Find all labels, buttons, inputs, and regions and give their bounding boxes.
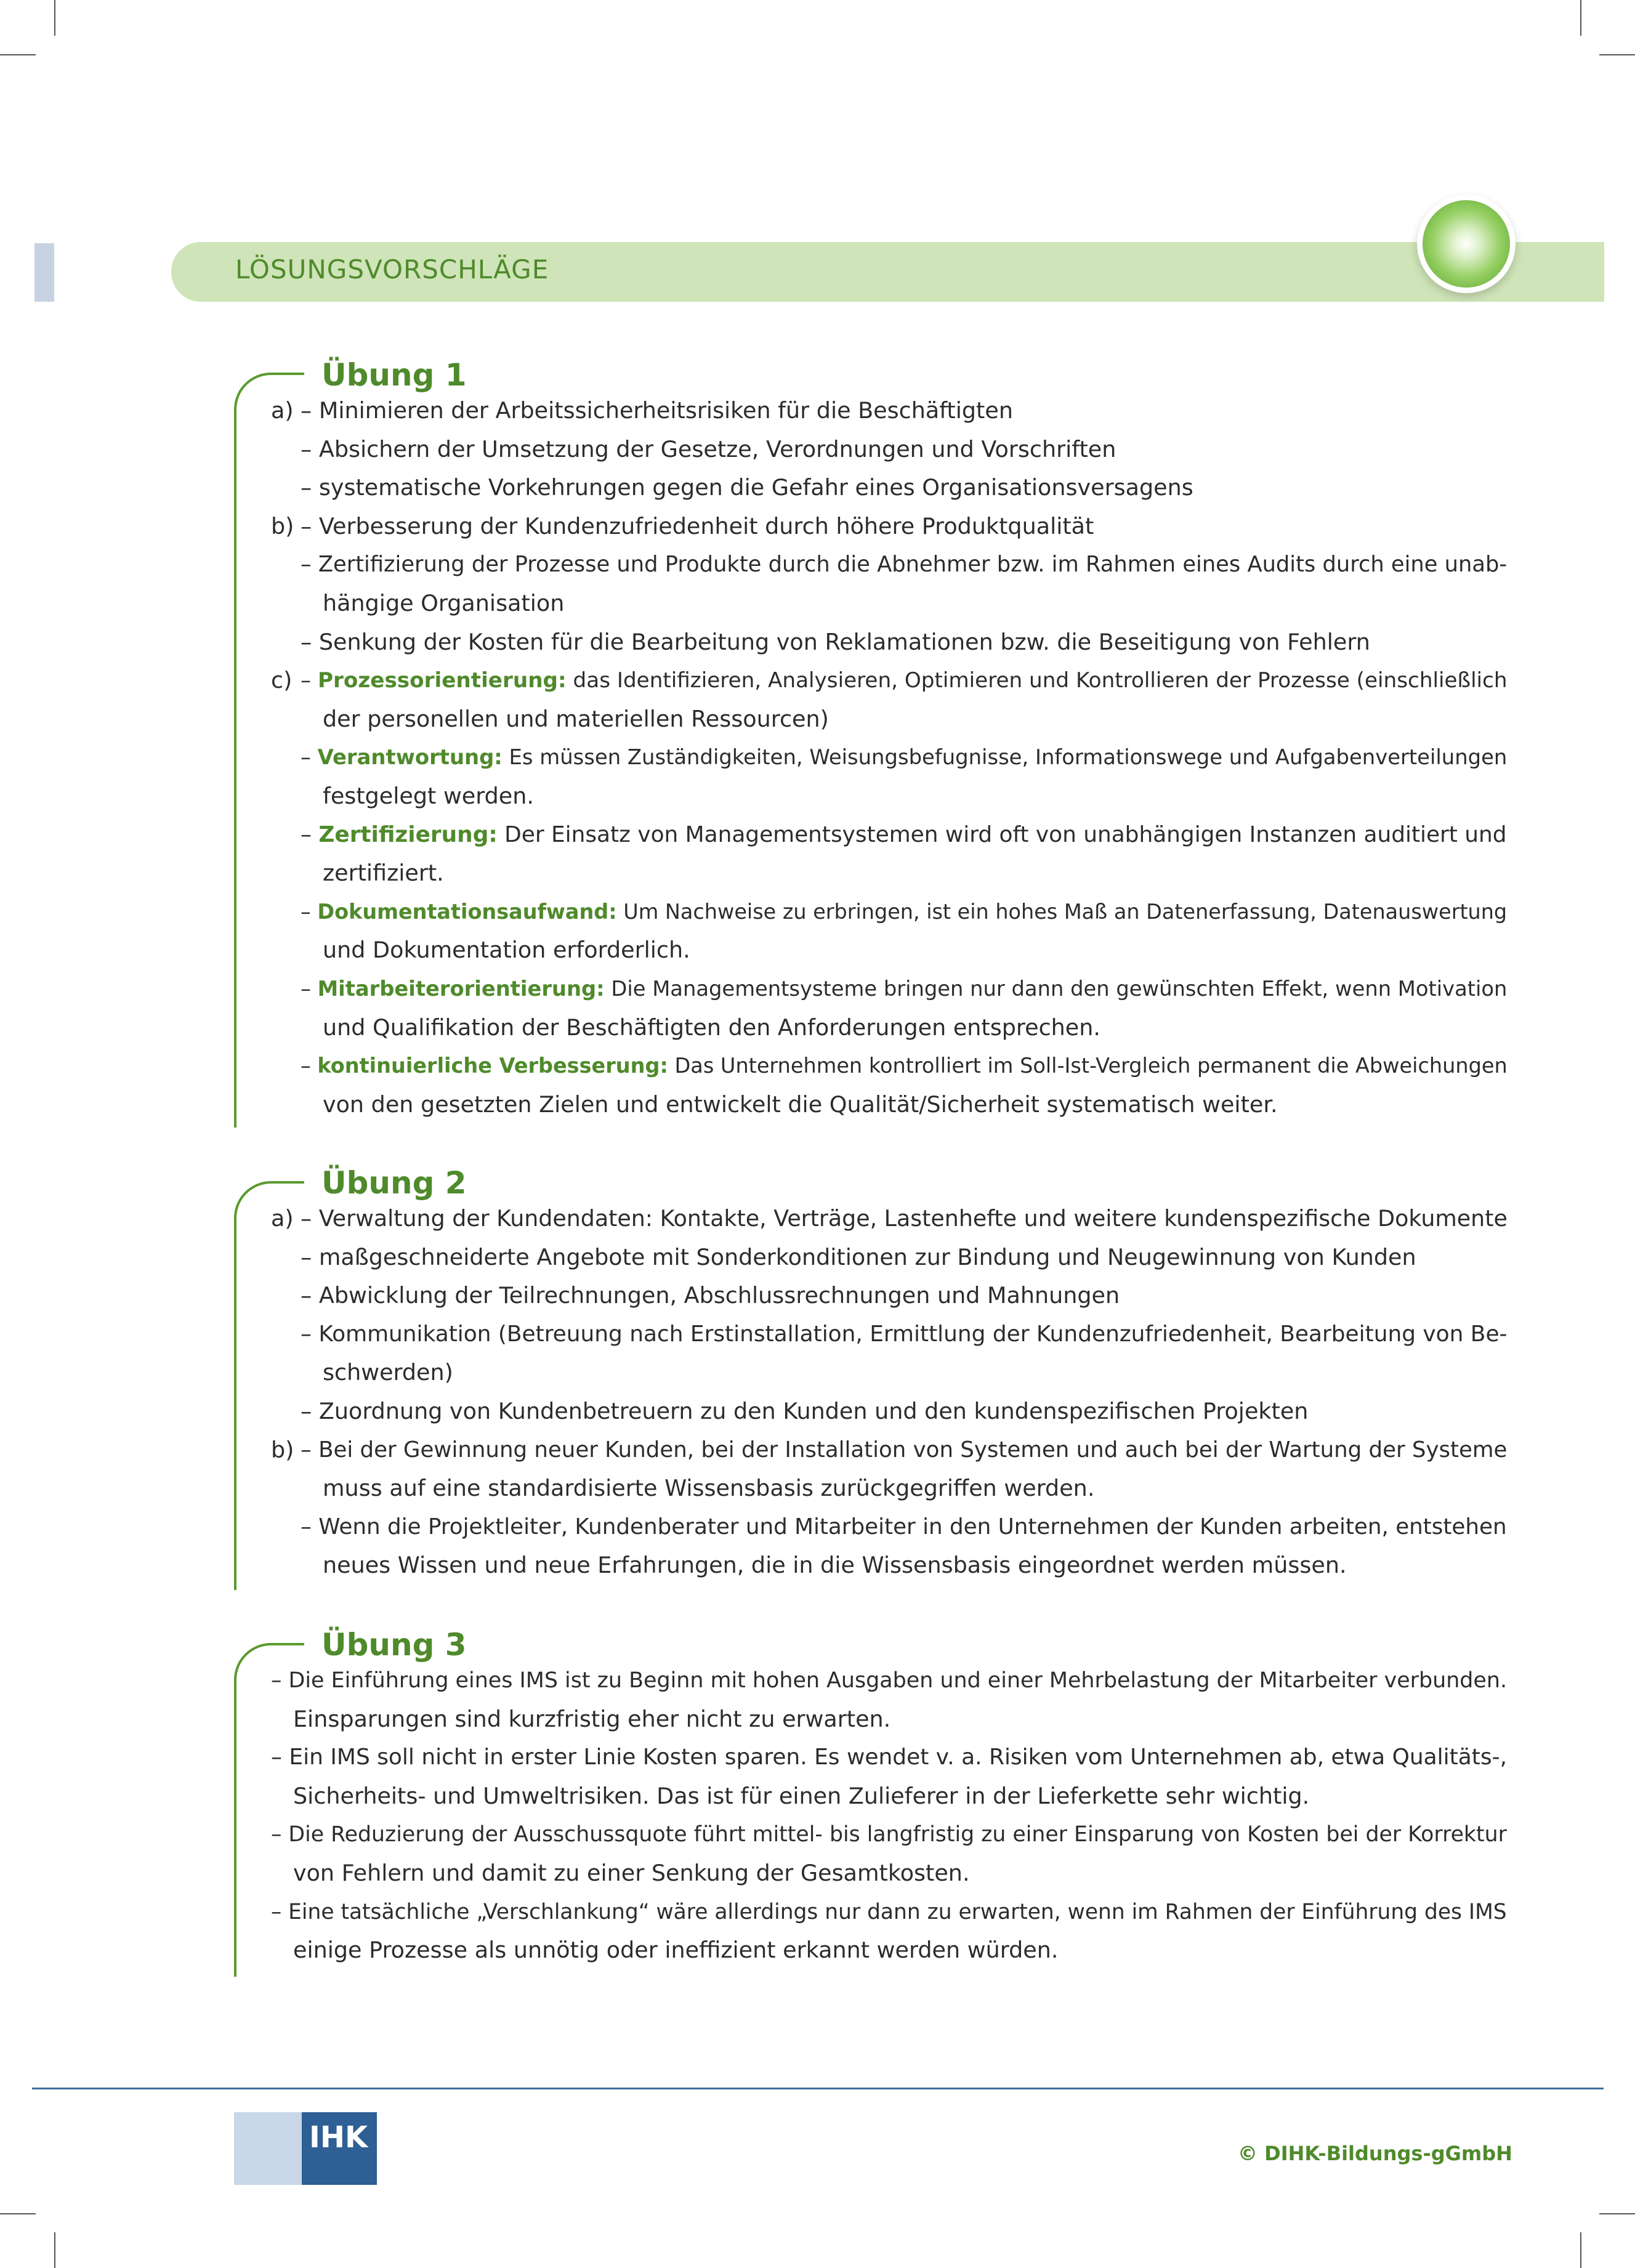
term: kontinuierliche Verbesserung: <box>317 1054 668 1078</box>
item-text: von Fehlern und damit zu einer Senkung der Gesamtkosten. <box>293 1860 970 1886</box>
crop-mark <box>54 2232 55 2268</box>
list-item <box>323 1354 453 1392</box>
list-item <box>301 738 1507 777</box>
list-item <box>293 1777 1309 1815</box>
item-text: hängige Organisation <box>323 590 565 616</box>
item-text: – Die Einführung eines IMS ist zu Beginn mit hohen Ausgaben und einer Mehrbelastung der Mitarbeiter verbunden. <box>271 1668 1508 1693</box>
footer-divider <box>32 2088 1604 2089</box>
item-text: – Kommunikation (Betreuung nach Erstinstallation, Ermittlung der Kundenzufriedenheit, Bearbeitung von Be- <box>301 1321 1508 1347</box>
list-item <box>271 1893 1507 1931</box>
dash: – <box>301 821 319 847</box>
item-text: – Abwicklung der Teilrechnungen, Abschlussrechnungen und Mahnungen <box>301 1282 1120 1309</box>
item-text: – Bei der Gewinnung neuer Kunden, bei der Installation von Systemen und auch bei der Wartung der Systeme <box>301 1437 1508 1463</box>
ihk-logo-text: IHK <box>309 2120 368 2155</box>
list-item <box>301 430 1116 469</box>
item-text: einige Prozesse als unnötig oder ineffizient erkannt werden würden. <box>293 1937 1059 1964</box>
section-bracket <box>234 373 304 1128</box>
term: Zertifizierung: <box>318 821 498 847</box>
item-text: – Absichern der Umsetzung der Gesetze, Verordnungen und Vorschriften <box>301 435 1116 462</box>
item-text: schwerden) <box>323 1359 453 1386</box>
item-text: – Die Reduzierung der Ausschussquote führt mittel- bis langfristig zu einer Einsparung von Kosten bei der Korrektur <box>271 1822 1507 1847</box>
list-item <box>323 1009 1100 1047</box>
list-item <box>301 623 1370 661</box>
list-item <box>293 1700 890 1738</box>
margin-marker <box>34 243 54 302</box>
dash: – <box>301 1054 318 1078</box>
list-item <box>323 1546 1347 1584</box>
item-text: – Verbesserung der Kundenzufriedenheit durch höhere Produktqualität <box>301 512 1094 539</box>
list-item <box>301 469 1193 507</box>
crop-mark <box>1599 2213 1635 2214</box>
item-text: – Eine tatsächliche „Verschlankung“ wäre allerdings nur dann zu erwarten, wenn im Rahmen der Einführung des IMS <box>271 1899 1507 1924</box>
list-item <box>301 392 1013 430</box>
item-text: der personellen und materiellen Ressourcen) <box>323 705 829 732</box>
list-item <box>323 700 829 738</box>
item-label: c) <box>271 667 293 694</box>
list-item <box>301 1315 1508 1354</box>
list-item <box>301 1200 1508 1238</box>
list-item <box>301 1431 1507 1469</box>
section-heading: Übung 1 <box>321 357 467 393</box>
item-label: b) <box>271 1436 294 1463</box>
list-item <box>301 1047 1508 1085</box>
item-text: – Wenn die Projektleiter, Kundenberater und Mitarbeiter in den Unternehmen der Kunden arbeiten, entstehen <box>301 1514 1507 1540</box>
item-text: – Ein IMS soll nicht in erster Linie Kosten sparen. Es wendet v. a. Risiken vom Unternehmen ab, etwa Qualitäts-, <box>271 1745 1508 1770</box>
item-text: – systematische Vorkehrungen gegen die Gefahr eines Organisationsversagens <box>301 474 1193 501</box>
item-text: – Zuordnung von Kundenbetreuern zu den Kunden und den kundenspezifischen Projekten <box>301 1398 1309 1424</box>
item-text: – Verwaltung der Kundendaten: Kontakte, Verträge, Lastenhefte und weitere kundenspezifische Dokumente <box>301 1205 1508 1232</box>
item-text: Sicherheits- und Umweltrisiken. Das ist für einen Zulieferer in der Lieferkette sehr wichtig. <box>293 1782 1310 1809</box>
item-text: – maßgeschneiderte Angebote mit Sonderkonditionen zur Bindung und Neugewinnung von Kunden <box>301 1243 1416 1270</box>
item-text: zertifiziert. <box>323 860 444 887</box>
list-item <box>301 1277 1120 1315</box>
list-item <box>271 1738 1507 1777</box>
list-item <box>301 1508 1507 1546</box>
item-label: a) <box>271 1205 294 1232</box>
list-item <box>301 1238 1416 1277</box>
item-text: festgelegt werden. <box>323 783 534 809</box>
item-text: Der Einsatz von Managementsystemen wird oft von unabhängigen Instanzen auditiert und <box>497 821 1507 847</box>
list-item <box>301 893 1507 931</box>
list-item <box>293 1931 1058 1969</box>
page-title: LÖSUNGSVORSCHLÄGE <box>235 254 549 285</box>
dash: – <box>301 977 318 1001</box>
copyright: © DIHK-Bildungs-gGmbH <box>1238 2142 1512 2165</box>
item-text: Um Nachweise zu erbringen, ist ein hohes Maß an Datenerfassung, Datenauswertung <box>616 899 1508 924</box>
crop-mark <box>1599 54 1635 55</box>
item-label: b) <box>271 512 294 539</box>
item-text: und Dokumentation erforderlich. <box>323 937 690 964</box>
item-text: Einsparungen sind kurzfristig eher nicht zu erwarten. <box>293 1705 891 1732</box>
list-item <box>271 1815 1507 1854</box>
list-item <box>323 854 444 892</box>
list-item <box>323 777 534 815</box>
list-item <box>301 507 1094 546</box>
dash: – <box>301 745 318 770</box>
item-text: und Qualifikation der Beschäftigten den Anforderungen entsprechen. <box>323 1014 1100 1041</box>
item-text: muss auf eine standardisierte Wissensbasis zurückgegriffen werden. <box>323 1475 1095 1502</box>
list-item <box>323 931 690 969</box>
list-item <box>271 1661 1507 1700</box>
crop-mark <box>1580 2232 1581 2268</box>
item-text: von den gesetzten Zielen und entwickelt die Qualität/Sicherheit systematisch weiter. <box>323 1091 1278 1118</box>
item-text: Die Managementsysteme bringen nur dann den gewünschten Effekt, wenn Motivation <box>604 977 1508 1001</box>
list-item <box>301 546 1507 584</box>
item-text: – Senkung der Kosten für die Bearbeitung von Reklamationen bzw. die Beseitigung von Fehlern <box>301 628 1370 655</box>
term: Dokumentationsaufwand: <box>317 899 617 924</box>
section-heading: Übung 2 <box>321 1165 467 1201</box>
list-item <box>293 1854 970 1892</box>
item-text: Es müssen Zuständigkeiten, Weisungsbefugnisse, Informationswege und Aufgabenverteilungen <box>502 745 1508 770</box>
item-text: – Minimieren der Arbeitssicherheitsrisiken für die Beschäftigten <box>301 397 1013 424</box>
crop-mark <box>1580 0 1581 36</box>
dash: – <box>301 668 318 693</box>
list-item <box>301 816 1507 854</box>
list-item <box>301 661 1508 700</box>
item-text: Das Unternehmen kontrolliert im Soll-Ist-Vergleich permanent die Abweichungen <box>668 1054 1508 1078</box>
list-item <box>323 1469 1094 1507</box>
crop-mark <box>0 54 36 55</box>
list-item <box>323 584 564 623</box>
term: Verantwortung: <box>317 745 503 770</box>
green-ball-icon <box>1423 200 1510 288</box>
list-item <box>301 970 1507 1008</box>
list-item <box>323 1086 1278 1124</box>
item-label: a) <box>271 397 294 424</box>
section-bracket <box>234 1181 304 1590</box>
crop-mark <box>0 2213 36 2214</box>
term: Prozessorientierung: <box>317 668 567 693</box>
term: Mitarbeiterorientierung: <box>317 977 605 1001</box>
section-heading: Übung 3 <box>321 1627 467 1663</box>
list-item <box>301 1392 1308 1431</box>
crop-mark <box>54 0 55 36</box>
item-text: das Identifizieren, Analysieren, Optimieren und Kontrollieren der Prozesse (einschließlich <box>566 668 1508 693</box>
dash: – <box>301 899 318 924</box>
item-text: – Zertifizierung der Prozesse und Produkte durch die Abnehmer bzw. im Rahmen eines Audits durch eine unab- <box>301 552 1508 578</box>
item-text: neues Wissen und neue Erfahrungen, die in die Wissensbasis eingeordnet werden müssen. <box>323 1552 1347 1579</box>
